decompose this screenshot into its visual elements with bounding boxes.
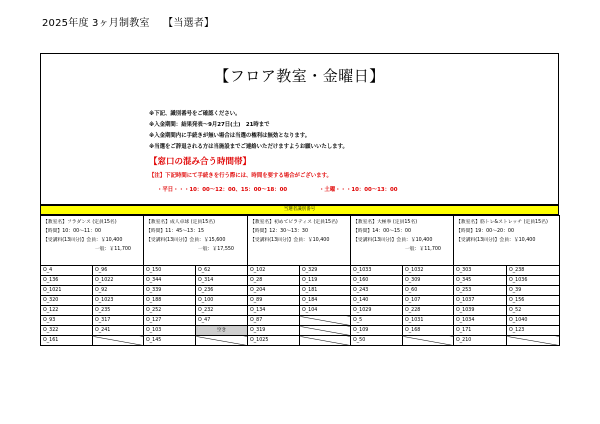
id-cell: O_235 xyxy=(93,306,144,316)
id-rows xyxy=(41,266,560,346)
id-cell xyxy=(507,336,560,346)
id-cell: O_1023 xyxy=(93,296,144,306)
class-fee-general: 一般：￥11,700 xyxy=(405,247,441,252)
id-cell: O_1037 xyxy=(454,296,507,306)
id-cell: O_161 xyxy=(41,336,93,346)
id-cell: O_204 xyxy=(248,286,300,296)
id-cell: O_102 xyxy=(248,266,300,276)
id-cell: 空き xyxy=(196,326,248,336)
id-cell: O_309 xyxy=(403,276,454,286)
class-fee-general: 一般：￥17,550 xyxy=(198,247,234,252)
id-cell: O_344 xyxy=(144,276,196,286)
id-cell: O_228 xyxy=(403,306,454,316)
busy-times xyxy=(157,185,428,193)
table-row xyxy=(41,286,560,296)
id-cell: O_92 xyxy=(93,286,144,296)
id-cell xyxy=(300,336,351,346)
class-time: 【時間】19：00～20：00 xyxy=(456,229,514,234)
class-info xyxy=(144,216,248,266)
id-cell: O_253 xyxy=(454,286,507,296)
class-fee: 【受講料(13回分)】会員：￥15,600 xyxy=(146,238,226,243)
id-cell: O_136 xyxy=(41,276,93,286)
id-cell: O_168 xyxy=(403,326,454,336)
class-name: 【教室名】成人卓球 (定員15名) xyxy=(146,220,215,225)
id-cell: O_60 xyxy=(403,286,454,296)
id-cell: O_345 xyxy=(454,276,507,286)
id-cell: O_314 xyxy=(196,276,248,286)
id-banner: 当選者識別番号 xyxy=(40,205,559,215)
id-cell: O_134 xyxy=(248,306,300,316)
table-row xyxy=(41,276,560,286)
id-cell: O_232 xyxy=(196,306,248,316)
id-cell: O_93 xyxy=(41,316,93,326)
id-cell: O_317 xyxy=(93,316,144,326)
note-line: ※入金期間内に手続きが無い場合は当選の権利は無効となります。 xyxy=(149,133,311,139)
id-cell: O_188 xyxy=(144,296,196,306)
class-info xyxy=(351,216,454,266)
id-cell: O_150 xyxy=(144,266,196,276)
class-fee: 【受講料(13回分)】会員：￥10,400 xyxy=(43,238,123,243)
id-cell: O_171 xyxy=(454,326,507,336)
id-cell: O_62 xyxy=(196,266,248,276)
id-cell xyxy=(300,326,351,336)
id-cell: O_1033 xyxy=(351,266,403,276)
id-cell: O_1021 xyxy=(41,286,93,296)
winners-table xyxy=(40,215,560,346)
id-cell: O_87 xyxy=(248,316,300,326)
hero-title: 【フロア教室・金曜日】 xyxy=(214,67,385,85)
id-cell: O_1036 xyxy=(507,276,560,286)
id-cell: O_140 xyxy=(351,296,403,306)
id-cell: O_252 xyxy=(144,306,196,316)
note-line: ※当選をご辞退される方は当施設までご連絡いただけますようお願いいたします。 xyxy=(149,144,348,150)
id-cell: O_1031 xyxy=(403,316,454,326)
class-time: 【時間】12：30～13：30 xyxy=(250,229,308,234)
note-line: ※入金期間：結果発表～9月27日(土) 21時まで xyxy=(149,122,270,128)
id-cell: O_123 xyxy=(507,326,560,336)
id-cell: O_210 xyxy=(454,336,507,346)
id-cell: O_1040 xyxy=(507,316,560,326)
table-row xyxy=(41,296,560,306)
id-cell: O_5 xyxy=(351,316,403,326)
table-row xyxy=(41,306,560,316)
id-cell: O_50 xyxy=(351,336,403,346)
class-fee: 【受講料(13回分)】会員：￥10,400 xyxy=(353,238,433,243)
note-line: ※下記、識別番号をご確認ください。 xyxy=(149,111,241,117)
notes xyxy=(149,109,348,153)
id-cell: O_103 xyxy=(144,326,196,336)
class-info-row xyxy=(41,216,560,266)
id-cell: O_109 xyxy=(351,326,403,336)
class-info xyxy=(248,216,351,266)
class-fee: 【受講料(13回分)】会員：￥10,400 xyxy=(456,238,536,243)
class-time: 【時間】14：00～15：00 xyxy=(353,229,411,234)
id-cell: O_127 xyxy=(144,316,196,326)
class-info xyxy=(454,216,560,266)
class-time: 【時間】10：00～11：00 xyxy=(43,229,101,234)
class-name: 【教室名】初めてピラティス (定員15名) xyxy=(250,220,338,225)
id-cell: O_156 xyxy=(507,296,560,306)
id-cell: O_243 xyxy=(351,286,403,296)
id-cell: O_4 xyxy=(41,266,93,276)
id-cell xyxy=(403,336,454,346)
busy-saturday: ・土曜・・・10：00～13：00 xyxy=(318,187,398,193)
id-cell: O_241 xyxy=(93,326,144,336)
doc-title: 2025年度 3ヶ月制教室 【当選者】 xyxy=(42,18,215,29)
id-cell: O_145 xyxy=(144,336,196,346)
id-cell: O_1022 xyxy=(93,276,144,286)
class-fee-general: 一般：￥11,700 xyxy=(95,247,131,252)
id-cell: O_47 xyxy=(196,316,248,326)
id-cell: O_104 xyxy=(300,306,351,316)
table-row xyxy=(41,336,560,346)
table-row xyxy=(41,316,560,326)
id-cell: O_320 xyxy=(41,296,93,306)
id-cell: O_107 xyxy=(403,296,454,306)
id-cell: O_238 xyxy=(507,266,560,276)
id-cell: O_100 xyxy=(196,296,248,306)
class-name: 【教室名】フラダンス (定員15名) xyxy=(43,220,117,225)
id-cell: O_96 xyxy=(93,266,144,276)
id-cell xyxy=(300,316,351,326)
id-cell: O_119 xyxy=(300,276,351,286)
id-cell: O_181 xyxy=(300,286,351,296)
id-cell: O_303 xyxy=(454,266,507,276)
id-cell: O_184 xyxy=(300,296,351,306)
id-cell: O_89 xyxy=(248,296,300,306)
id-cell: O_160 xyxy=(351,276,403,286)
busy-note: 【注】下記時間にて手続きを行う際には、時間を要する場合がございます。 xyxy=(149,173,332,179)
id-cell: O_236 xyxy=(196,286,248,296)
busy-heading: 【窓口の混み合う時間帯】 xyxy=(149,157,252,167)
id-cell xyxy=(93,336,144,346)
class-time: 【時間】11：45～13：15 xyxy=(146,229,204,234)
table-row xyxy=(41,266,560,276)
class-info xyxy=(41,216,144,266)
id-cell: O_1032 xyxy=(403,266,454,276)
id-cell: O_319 xyxy=(248,326,300,336)
id-cell: O_322 xyxy=(41,326,93,336)
class-name: 【教室名】筋トレ&ストレッチ (定員15名) xyxy=(456,220,548,225)
id-cell: O_1025 xyxy=(248,336,300,346)
id-cell: O_329 xyxy=(300,266,351,276)
id-cell: O_52 xyxy=(507,306,560,316)
id-cell: O_1029 xyxy=(351,306,403,316)
id-cell: O_39 xyxy=(507,286,560,296)
id-cell: O_122 xyxy=(41,306,93,316)
class-fee: 【受講料(13回分)】会員：￥10,400 xyxy=(250,238,330,243)
info-frame xyxy=(40,53,559,205)
id-cell: O_339 xyxy=(144,286,196,296)
id-cell: O_1039 xyxy=(454,306,507,316)
busy-weekday: ・平日・・・10：00～12：00、15：00～18：00 xyxy=(157,187,288,193)
id-cell: O_1034 xyxy=(454,316,507,326)
id-cell xyxy=(196,336,248,346)
class-name: 【教室名】大極拳 (定員15名) xyxy=(353,220,418,225)
id-cell: O_28 xyxy=(248,276,300,286)
table-row xyxy=(41,326,560,336)
